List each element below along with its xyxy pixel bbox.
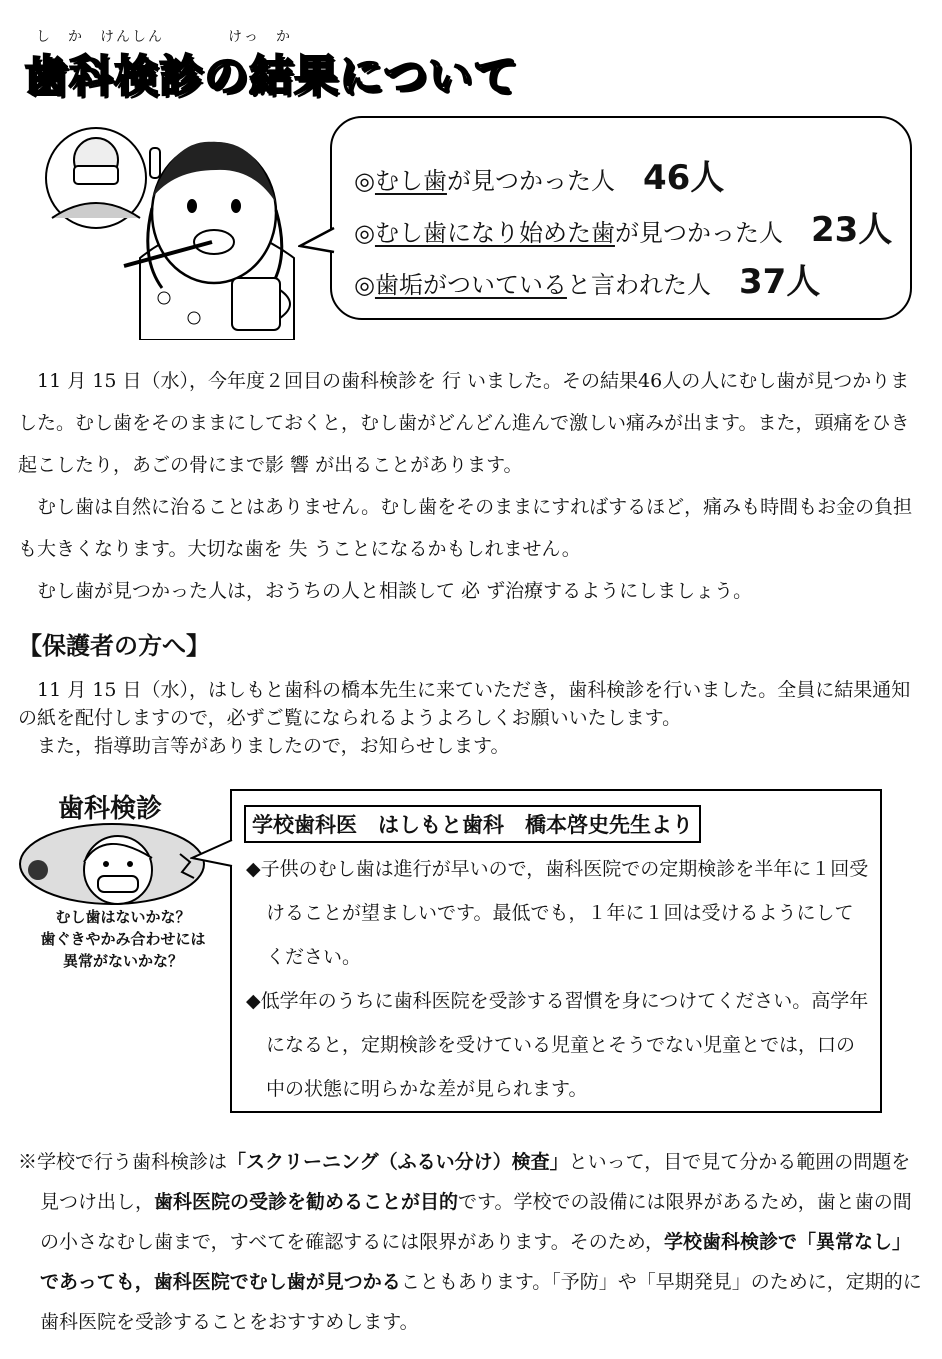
paragraph: むし歯は自然に治ることはありません。むし歯をそのままにすればするほど，痛みも時間もお金の負担も大きくなります。大切な歯を 失 うことになるかもしれません。: [18, 496, 913, 560]
paragraph: 11 月 15 日（水），今年度２回目の歯科検診を 行 いました。その結果46人の人にむし歯が見つかりました。むし歯をそのままにしておくと，むし歯がどんどん進んで激しい痛みが出ます。また，頭痛をひき起こしたり，あごの骨にまで影 響 が出ることがあります。: [18, 370, 910, 476]
paragraph: また，指導助言等がありましたので，お知らせします。: [37, 735, 510, 757]
note-emphasis: 「スクリーニング（ふるい分け）検査」: [227, 1151, 569, 1173]
stat-plaque: [354, 254, 820, 303]
doctor-advice-box: [230, 789, 882, 1113]
bubble-tail: [298, 226, 338, 256]
note-text: です。学校での設備には限界があるため，歯と歯の間の小さなむし歯まで，すべてを確認するには限界があります。そのため，: [40, 1191, 912, 1253]
stat-label: と言われた人: [566, 271, 711, 299]
advice-item: ◆低学年のうちに歯科医院を受診する習慣を身につけてください。高学年になると，定期検診を受けている児童とそうでない児童とでは，口の中の状態に明らかな差が見られます。: [246, 990, 869, 1100]
paragraph: 11 月 15 日（水），はしもと歯科の橋本先生に来ていただき，歯科検診を行いました。全員に結果通知の紙を配付しますので，必ずご覧になられるようよろしくお願いいたします。: [18, 679, 911, 729]
stat-label-underlined: むし歯になり始めた歯: [374, 219, 615, 247]
guardian-message: [18, 676, 923, 760]
checkup-illustration-title: 歯科検診: [58, 794, 163, 824]
note-text: といって，目で見て分かる範囲の問題を見つけ出し，: [40, 1151, 911, 1213]
stat-label: が見つかった人: [446, 167, 615, 195]
page-title: 歯科検診の結果について: [24, 51, 519, 102]
stat-value: 37人: [738, 262, 821, 302]
student-message: [18, 360, 923, 612]
paragraph: むし歯が見つかった人は，おうちの人と相談して 必 ず治療するようにしましょう。: [37, 580, 753, 602]
doctor-advice-heading: 学校歯科医 はしもと歯科 橋本啓史先生より: [244, 805, 701, 843]
caption-line: 歯ぐきやかみ合わせには: [40, 930, 206, 948]
stat-early-cavities: [354, 202, 892, 251]
bullet-marker: ◎: [354, 167, 375, 195]
doctor-box-pointer: [190, 836, 234, 876]
stat-value: 23人: [810, 210, 893, 250]
bullet-marker: ◎: [354, 219, 375, 247]
note-text: こともあります。「予防」や「早期発見」のために，定期的に歯科医院を受診することをおすすめします。: [40, 1271, 922, 1333]
checkup-illustration-caption: [28, 906, 218, 972]
stat-cavities: [354, 150, 724, 199]
note-emphasis: 学校歯科検診で「異常なし」であっても，歯科医院でむし歯が見つかる: [40, 1231, 911, 1293]
advice-item: ◆子供のむし歯は進行が早いので，歯科医院での定期検診を半年に１回受けることが望ましいです。最低でも，１年に１回は受けるようにしてください。: [246, 858, 869, 968]
stat-label-underlined: 歯垢がついている: [374, 271, 567, 299]
screening-note: [18, 1142, 923, 1342]
note-text: ※学校で行う歯科検診は: [18, 1151, 228, 1173]
stat-label-underlined: むし歯: [374, 167, 447, 195]
doctor-advice-list: [246, 847, 870, 1111]
caption-line: むし歯はないかな？: [55, 908, 191, 926]
bullet-marker: ◎: [354, 271, 375, 299]
stat-value: 46人: [642, 158, 725, 198]
title-ruby: し か けんしん けっ か: [36, 29, 292, 45]
results-bubble: [330, 116, 912, 320]
caption-line: 異常がないかな？: [62, 952, 183, 970]
stat-label: が見つかった人: [614, 219, 783, 247]
checkup-illustration: [14, 818, 210, 910]
note-paragraph: [18, 1142, 923, 1342]
guardian-heading: 【保護者の方へ】: [18, 632, 210, 660]
note-emphasis: 歯科医院の受診を勧めることが目的: [154, 1191, 459, 1213]
